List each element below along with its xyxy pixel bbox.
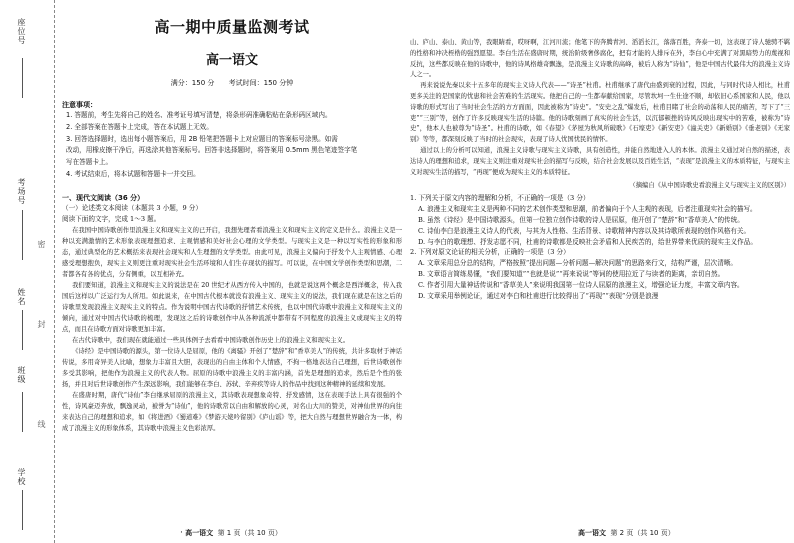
name-label: 姓名 (17, 288, 26, 306)
question-option: D. 与李白的歌理想、抒发志愿不同，杜甫的诗歌都是反映社会矛盾和人民疾苦的，给世界带来优质的现实主义作品。 (418, 237, 757, 246)
page-2-footer (578, 528, 675, 538)
name-line (22, 310, 23, 350)
question-option: A. 浪漫主义和现实主义是两种不同的艺术创作类型和思潮，前者偏向于个人主观的表现，后者注重现实社会的描写。 (418, 205, 757, 214)
passage-paragraph: 《诗经》是中国诗歌的源头，第一位诗人是屈原，他的《离骚》开创了“楚辞”和“香草美人”的传统，共计多取材于神话传说，多用奇异美人比喻，想象力丰富且大胆，表现出的自由主体和个人情感，不拘一格地表达自己理想，后世诗歌创作多受其影响，把他作为浪漫主义的代表人物。屈原的诗歌中浪漫主义的丰富内涵，首先是理想的追求，然后是个性的张扬，并且对后世诗歌创作产生深远影响，我们能够在李白、苏轼、辛弃疾等诗人的作品中找到这种精神的延续和发展。 (62, 347, 402, 388)
footer-page-number: 第 1 页（共 10 页） (217, 529, 282, 537)
notice-heading: 注意事项： (62, 101, 97, 109)
reading-instruction: 阅读下面的文字，完成 1～3 题。 (62, 214, 161, 223)
notice-item: 3. 回答选择题时，选出每小题答案后，用 2B 铅笔把答题卡上对应题目的答案标号涂黑。如需 (66, 134, 338, 143)
question-option: B. 虽然《诗经》是中国诗歌源头，但第一位独立创作诗歌的诗人是屈原，他开创了“楚辞”和“香草美人”的传统。 (418, 215, 744, 224)
passage-paragraph: 再来说说先秦以来十五多年的现实主义诗人代表——“诗圣”杜甫。杜甫继承了唐代由盛到衰的过程，因此，与同时代诗人相比，杜甫更多关注的是国家的忧患和社会苦难的生活现实。他把自己的一生都奉献给国家，尽管坎坷一生仕途不顺，却依旧心系国家和人民，他以诗歌的形式写出了当时社会生活的方方面面，因此被称为“诗史”。“安史之乱”爆发后，杜甫目睹了社会的动荡和人民的痛苦，写下了“三吏”“三别”等，创作了许多反映现实生活的诗篇。他的诗歌刻画了真实的社会生活，以沉郁顿挫的诗风反映出现实中的苦难，被称为“诗史”，他本人也被尊为“诗圣”。杜甫的诗歌，如《春望》《茅屋为秋风所破歌》《石壕吏》《新安吏》《潼关吏》《新婚别》《垂老别》《无家别》等等，都深刻反映了当时的社会现实，表现了诗人忧国忧民的情怀。 (410, 82, 790, 144)
question-option: C. 诗仙李白是浪漫主义诗人的代表，与其为人性格、生活背景、诗歌精神内容以及其诗歌所表现的创作风格有关。 (418, 226, 751, 235)
seat-number-line (22, 58, 23, 98)
footer-page-number: 第 2 页（共 10 页） (610, 529, 675, 537)
page-1-column (62, 0, 402, 543)
notice-item: 1. 答题前，考生先将自己的姓名、准考证号填写清楚，将条形码准确粘贴在条形码区域内。 (66, 111, 332, 119)
seal-char-1: 密 (37, 240, 46, 248)
school-line (22, 490, 23, 530)
seal-char-3: 线 (37, 420, 46, 428)
exam-duration: 考试时间：150 分钟 (228, 79, 294, 87)
question-option: A. 文章采用总分总的结构，严格按照“提出问题—分析问题—解决问题”的思路来行文，结构严谨，层次清晰。 (418, 259, 738, 268)
notice-item: 4. 考试结束后，将本试题和答题卡一并交回。 (66, 169, 200, 178)
notice-item: 2. 全部答案在答题卡上完成，答在本试题上无效。 (66, 122, 213, 131)
subsection-heading: （一）论述类文本阅读（本题共 3 小题，9 分） (62, 203, 202, 212)
passage-paragraph: 在古代诗歌中，我们现在就能通过一些具体例子去看看中国诗歌创作历史上的浪漫主义和现实主义。 (72, 336, 350, 344)
section-heading: 一、现代文阅读（36 分） (62, 193, 145, 202)
question-option: C. 作者引用大量神话传说和“香草美人”来说明我国第一位诗人屈原的浪漫主义，增强论证力度，丰富文章内容。 (418, 280, 744, 289)
binding-margin (0, 0, 55, 543)
class-label: 班级 (17, 366, 26, 384)
seat-number-label: 座位号 (17, 18, 26, 45)
passage-source: （摘编自《从中国诗歌史看浪漫主义与现实主义的区别》） (629, 182, 790, 190)
footer-subject: 高一语文 (578, 529, 606, 537)
question-stem: 1. 下列关于原文内容的理解和分析，不正确的一项是（3 分） (410, 194, 590, 203)
question-stem: 2. 下列对原文论证的相关分析，正确的一项是（3 分） (410, 248, 570, 257)
exam-room-line (22, 210, 23, 260)
score-time-line (62, 78, 402, 88)
passage-paragraph: 在我国中国诗歌创作里浪漫主义和现实主义的已开启，我想先理者看浪漫主义和现实主义的定义是什么。浪漫主义是一种以充满激情的艺术形象表现理想追求、主观情感和美好社会心理的文学类型。与现实主义是一种以写实性的形象和形态，通过典型化的艺术概括来表现社会现实和人生理想的文学类型。由此可见，浪漫主义偏向于抒发个人主观情感、心理感受理想抱负，现实主义则更注重对现实社会生活环境和人们生存现状的描写。可以说，在中国文学创作类型和思潮，二者都各有各的优点，分有侧重，以互相补充。 (62, 226, 402, 278)
notice-list (66, 110, 402, 181)
passage-paragraph: 在盛唐时期，唐代“诗仙”李白继承屈原的浪漫主义，其诗歌表现想象奇特、抒发感情，这在表现手法上具有很强的个性，诗风豪迈奔放，飘逸灵动，被誉为“诗仙”，他的诗歌常以自由和解放的心灵，对名山大川的赞美，对神仙世界的向往来表达自己的理想和追求，如《将进酒》《蜀道难》《梦游天姥吟留别》《庐山谣》等，把大自然与理想世界融合为一体，构成了浪漫主义的形象体系，其诗歌中浪漫主义色彩浓厚。 (62, 391, 402, 432)
exam-room-label: 考场号 (17, 178, 26, 205)
question-option: B. 文章语言简练易懂，“我们要知道”“也就是说”“再来说说”等词的使用拉近了与读者的距离，亲切自然。 (418, 269, 725, 278)
passage-paragraph: 我们要知道，浪漫主义和现实主义的说法是在 20 世纪才从西方传入中国的，也就是说这两个概念是西洋概念，传入我国后这样以广泛运行为人所用。如此说来，在中国古代根本就没有浪漫主义、现实主义的说法，我们现在就是在这之后的诗歌里发现浪漫主义现实主义的特点。作为说明中国古代诗歌的抒情艺术传统，也以中国代诗歌中浪漫主义和现实主义的倾向，通过对中国古代诗歌的梳理，发现这之后的诗歌创作中从各种流派中都带有不同程度的浪漫主义或现实主义的特点，而且在诗歌方面对诗歌更加丰富。 (62, 281, 402, 333)
page-1-footer: · 高一语文 第 1 页（共 10 页） (180, 528, 282, 538)
page-2-column (410, 0, 790, 543)
seal-char-2: 封 (37, 320, 46, 328)
notice-item: 写在答题卡上。 (66, 158, 113, 167)
full-score: 满分：150 分 (170, 79, 215, 87)
notice-item: 改动，用橡皮擦干净后，再选涂其他答案标号。回答非选择题时，将答案用 0.5mm 黑色笔迹签字笔 (66, 146, 358, 155)
school-label: 学校 (17, 468, 26, 486)
passage-paragraph: 山、庐山、泰山、黄山等，我眼睛看，哎呀啊，江河川流；他笔下的奔腾青河、滔滔长江，落落百胜，奔泰一切，这表现了诗人驰骋不羁的性格和冲决桎梏的强烈愿望。李白生活在盛唐时期，统治阶级奢侈腐化，把有才能的人排斥在外，李白心中充满了对黑暗势力的蔑视和反抗，这些都反映在他的诗歌中，他的诗风格雄奇飘逸，是浪漫主义诗歌的高峰，被后人称为“诗仙”，他是中国古代最伟大的浪漫主义诗人之一。 (410, 39, 790, 79)
footer-subject: 高一语文 (185, 529, 214, 537)
passage-paragraph: 通过以上的分析可以知道，浪漫主义诗歌与现实主义诗歌，具有创造性，并能自然地进入人的本体。浪漫主义通过对自然的描述，表达诗人的理想和追求，现实主义则注重对现实社会的描写与反映，结合社会发展以及百姓生活，“表现”是浪漫主义的本质特征，与现实主义对现实生活的描写，“再现”便成为现实主义的本质特征。 (410, 146, 790, 176)
exam-title: 高一期中质量监测考试 (154, 18, 310, 36)
subject-title: 高一语文 (205, 53, 258, 68)
question-option: D. 文章采用举例论证，通过对李白和杜甫进行比较得出了“再现”“表现”分别是浪漫 (418, 291, 659, 300)
class-line (22, 392, 23, 432)
